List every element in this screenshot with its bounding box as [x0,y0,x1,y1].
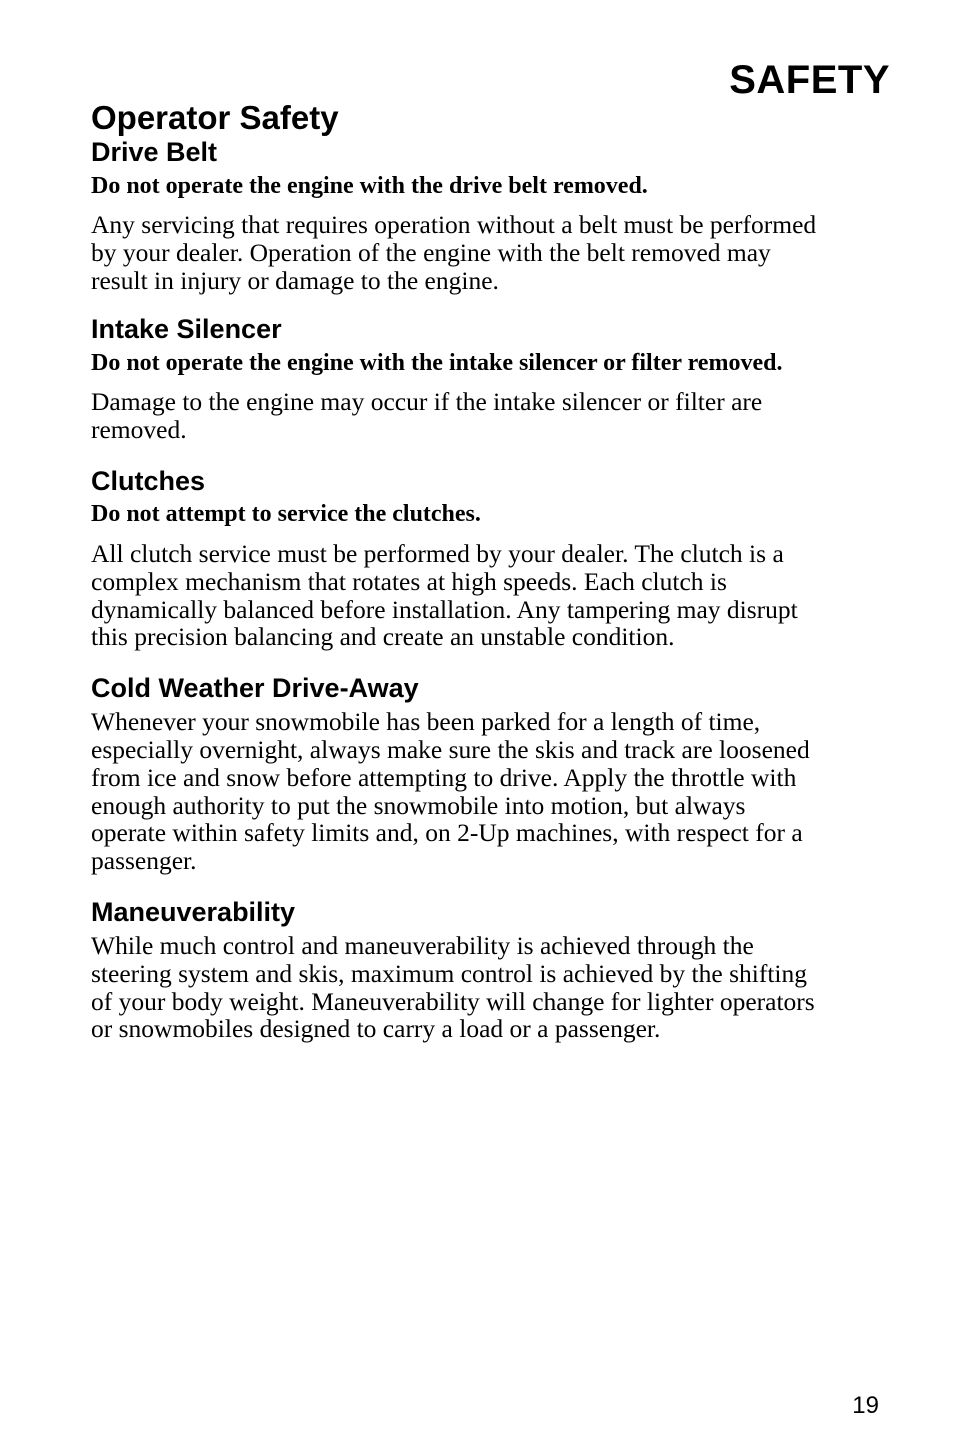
body-line: result in injury or damage to the engine. [91,265,499,295]
body-line: from ice and snow before attempting to drive. Apply the throttle with [91,762,797,792]
body-line: removed. [91,415,187,445]
body-line: by your dealer. Operation of the engine with the belt removed may [91,237,771,267]
body-line: Damage to the engine may occur if the intake silencer or filter are [91,387,763,417]
warning-text: Do not operate the engine with the intake silencer or filter removed. [91,350,783,377]
body-line: operate within safety limits and, on 2-Up machines, with respect for a [91,818,803,848]
page-content [91,98,896,1043]
body-paragraph [91,932,896,1043]
body-line: of your body weight. Maneuverability will change for lighter operators [91,986,815,1016]
warning-text: Do not attempt to service the clutches. [91,500,481,527]
body-line: steering system and skis, maximum control is achieved by the shifting [91,958,808,988]
section-title: Operator Safety [91,99,339,136]
subsection-heading: Drive Belt [91,137,218,167]
body-line: especially overnight, always make sure the skis and track are loosened [91,734,810,764]
body-line: this precision balancing and create an unstable condition. [91,622,675,652]
body-line: or snowmobiles designed to carry a load or a passenger. [91,1014,661,1044]
body-line: enough authority to put the snowmobile into motion, but always [91,790,746,820]
body-line: passenger. [91,846,197,876]
body-paragraph [91,211,896,294]
warning-text: Do not operate the engine with the drive belt removed. [91,173,648,199]
body-line: All clutch service must be performed by your dealer. The clutch is a [91,538,784,568]
page-header-title: SAFETY [729,58,890,102]
body-line: complex mechanism that rotates at high speeds. Each clutch is [91,566,727,596]
body-line: Any servicing that requires operation without a belt must be performed [91,210,817,239]
body-line: Whenever your snowmobile has been parked for a length of time, [91,707,761,737]
subsection-heading: Clutches [91,465,206,496]
page-number: 19 [852,1392,879,1419]
body-paragraph [91,540,896,651]
subsection-heading: Cold Weather Drive-Away [91,673,419,704]
body-paragraph [91,388,896,444]
subsection-maneuverability [91,896,896,1043]
subsection-heading: Maneuverability [91,896,296,927]
body-line: dynamically balanced before installation. Any tampering may disrupt [91,594,798,624]
subsection-cold-weather-drive-away [91,672,896,875]
subsection-drive-belt [91,136,896,294]
body-line: While much control and maneuverability is achieved through the [91,930,754,960]
subsection-heading: Intake Silencer [91,314,282,345]
subsection-clutches [91,465,896,651]
subsection-intake-silencer [91,313,896,444]
body-paragraph [91,708,896,875]
